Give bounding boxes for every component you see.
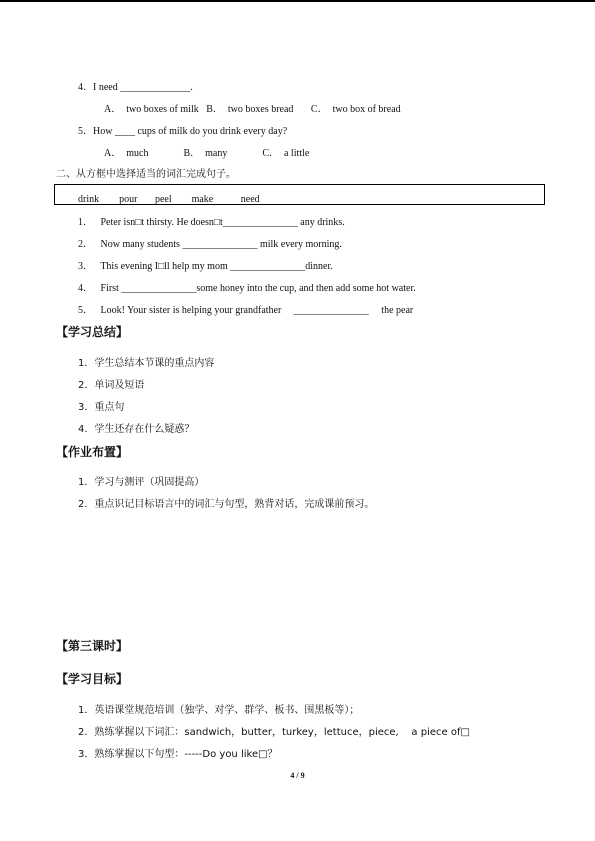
section-2-title: 二、从方框中选择适当的词汇完成句子。 xyxy=(56,169,236,180)
fill-item-1: 1． Peter isn□t thirsty. He doesn□t_______________ any drinks. xyxy=(78,217,345,228)
fill-item-5: 5． Look! Your sister is helping your grandfather _______________ the pear xyxy=(78,305,414,316)
question-5-options: A． much B． many C． a little xyxy=(104,148,310,159)
word-box-words: drink pour peel make need xyxy=(78,194,260,205)
fill-item-3: 3． This evening I□ll help my mom _______________dinner. xyxy=(78,261,333,272)
objective-item-1: 1．英语课堂规范培训（独学、对学、群学、板书、围黑板等）； xyxy=(78,705,360,716)
objective-item-2: 2．熟练掌握以下词汇：sandwich，butter，turkey，lettuce，piece, a piece of□ xyxy=(78,727,470,738)
question-5: 5．How ____ cups of milk do you drink every day? xyxy=(78,126,288,137)
objective-item-3: 3．熟练掌握以下句型：-----Do you like□？ xyxy=(78,749,278,760)
fill-item-4: 4． First _______________some honey into the cup, and then add some hot water. xyxy=(78,283,416,294)
summary-heading: 【学习总结】 xyxy=(56,325,129,339)
page-number: 4 / 9 xyxy=(290,771,305,780)
homework-item-1: 1．学习与测评（巩固提高） xyxy=(78,477,205,488)
summary-item-4: 4．学生还存在什么疑惑？ xyxy=(78,424,195,435)
fill-item-2: 2． Now many students _______________ milk every morning. xyxy=(78,239,342,250)
summary-item-1: 1．学生总结本节课的重点内容 xyxy=(78,358,215,369)
lesson-3-heading: 【第三课时】 xyxy=(56,639,129,653)
question-4-options: A． two boxes of milk B． two boxes bread C． two box of bread xyxy=(104,104,401,115)
summary-item-2: 2．单词及短语 xyxy=(78,380,145,391)
summary-item-3: 3．重点句 xyxy=(78,402,125,413)
page-top-border xyxy=(0,0,595,2)
homework-item-2: 2．重点识记目标语言中的词汇与句型，熟背对话，完成课前预习。 xyxy=(78,499,375,510)
objectives-heading: 【学习目标】 xyxy=(56,672,129,686)
question-4: 4．I need ______________. xyxy=(78,82,193,93)
homework-heading: 【作业布置】 xyxy=(56,445,129,459)
